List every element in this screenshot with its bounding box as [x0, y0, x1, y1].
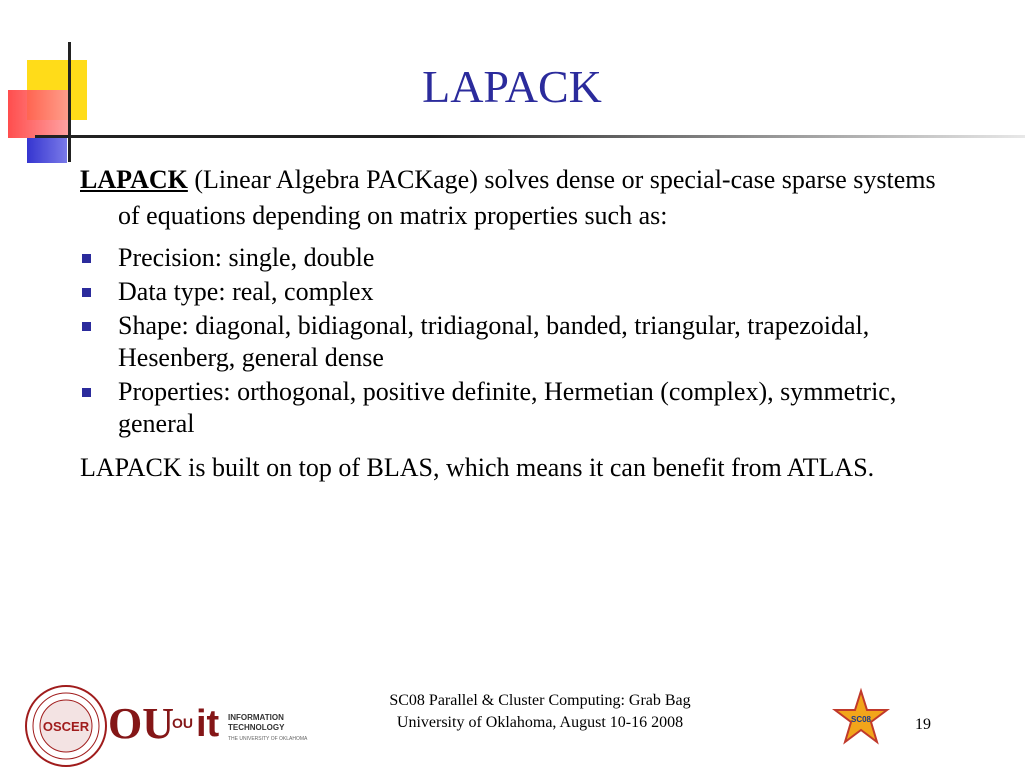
bullet-square-icon	[82, 388, 91, 397]
ou-logo	[108, 686, 174, 750]
bullet-square-icon	[82, 254, 91, 263]
slide-title: LAPACK	[422, 61, 602, 112]
bullet-item-shape	[80, 310, 960, 374]
it-label: it	[196, 703, 220, 745]
sc08-label: SC08	[850, 715, 872, 724]
it-text-line1: INFORMATION	[228, 713, 284, 722]
oscer-label: OSCER	[42, 719, 90, 734]
slide-footer	[330, 690, 750, 734]
bullet-square-icon	[82, 288, 91, 297]
bullet-item-properties	[80, 376, 960, 440]
bullet-list	[80, 242, 960, 440]
intro-text: (Linear Algebra PACKage) solves dense or special-case sparse systems of equations depending on matrix properties such as:	[118, 165, 936, 230]
bullet-square-icon	[82, 322, 91, 331]
footer-line-1: SC08 Parallel & Cluster Computing: Grab Bag	[389, 692, 691, 709]
bullet-text: Precision: single, double	[118, 243, 375, 272]
intro-lead-term: LAPACK	[80, 165, 188, 194]
slide-body	[80, 162, 960, 486]
bullet-item-data-type	[80, 276, 960, 308]
oscer-seal-logo	[24, 684, 108, 768]
ou-label: OU	[108, 699, 174, 748]
sc08-star-logo	[832, 688, 890, 746]
it-ou-mark: OU	[172, 715, 193, 731]
it-text-line2: TECHNOLOGY	[228, 723, 285, 732]
bullet-text: Data type: real, complex	[118, 277, 374, 306]
footer-line-2: University of Oklahoma, August 10-16 2008	[396, 714, 684, 731]
bullet-item-precision	[80, 242, 960, 274]
bullet-text: Shape: diagonal, bidiagonal, tridiagonal, banded, triangular, trapezoidal, Hesenberg, general dense	[118, 311, 870, 372]
intro-paragraph	[80, 162, 960, 234]
information-technology-logo	[168, 690, 308, 748]
decor-blue-square	[27, 138, 67, 163]
closing-paragraph: LAPACK is built on top of BLAS, which means it can benefit from ATLAS.	[80, 453, 875, 482]
page-number: 19	[915, 716, 931, 733]
bullet-text: Properties: orthogonal, positive definite, Hermetian (complex), symmetric, general	[118, 377, 897, 438]
it-text-line3: THE UNIVERSITY OF OKLAHOMA	[228, 736, 308, 742]
title-underline-rule	[35, 135, 1025, 138]
